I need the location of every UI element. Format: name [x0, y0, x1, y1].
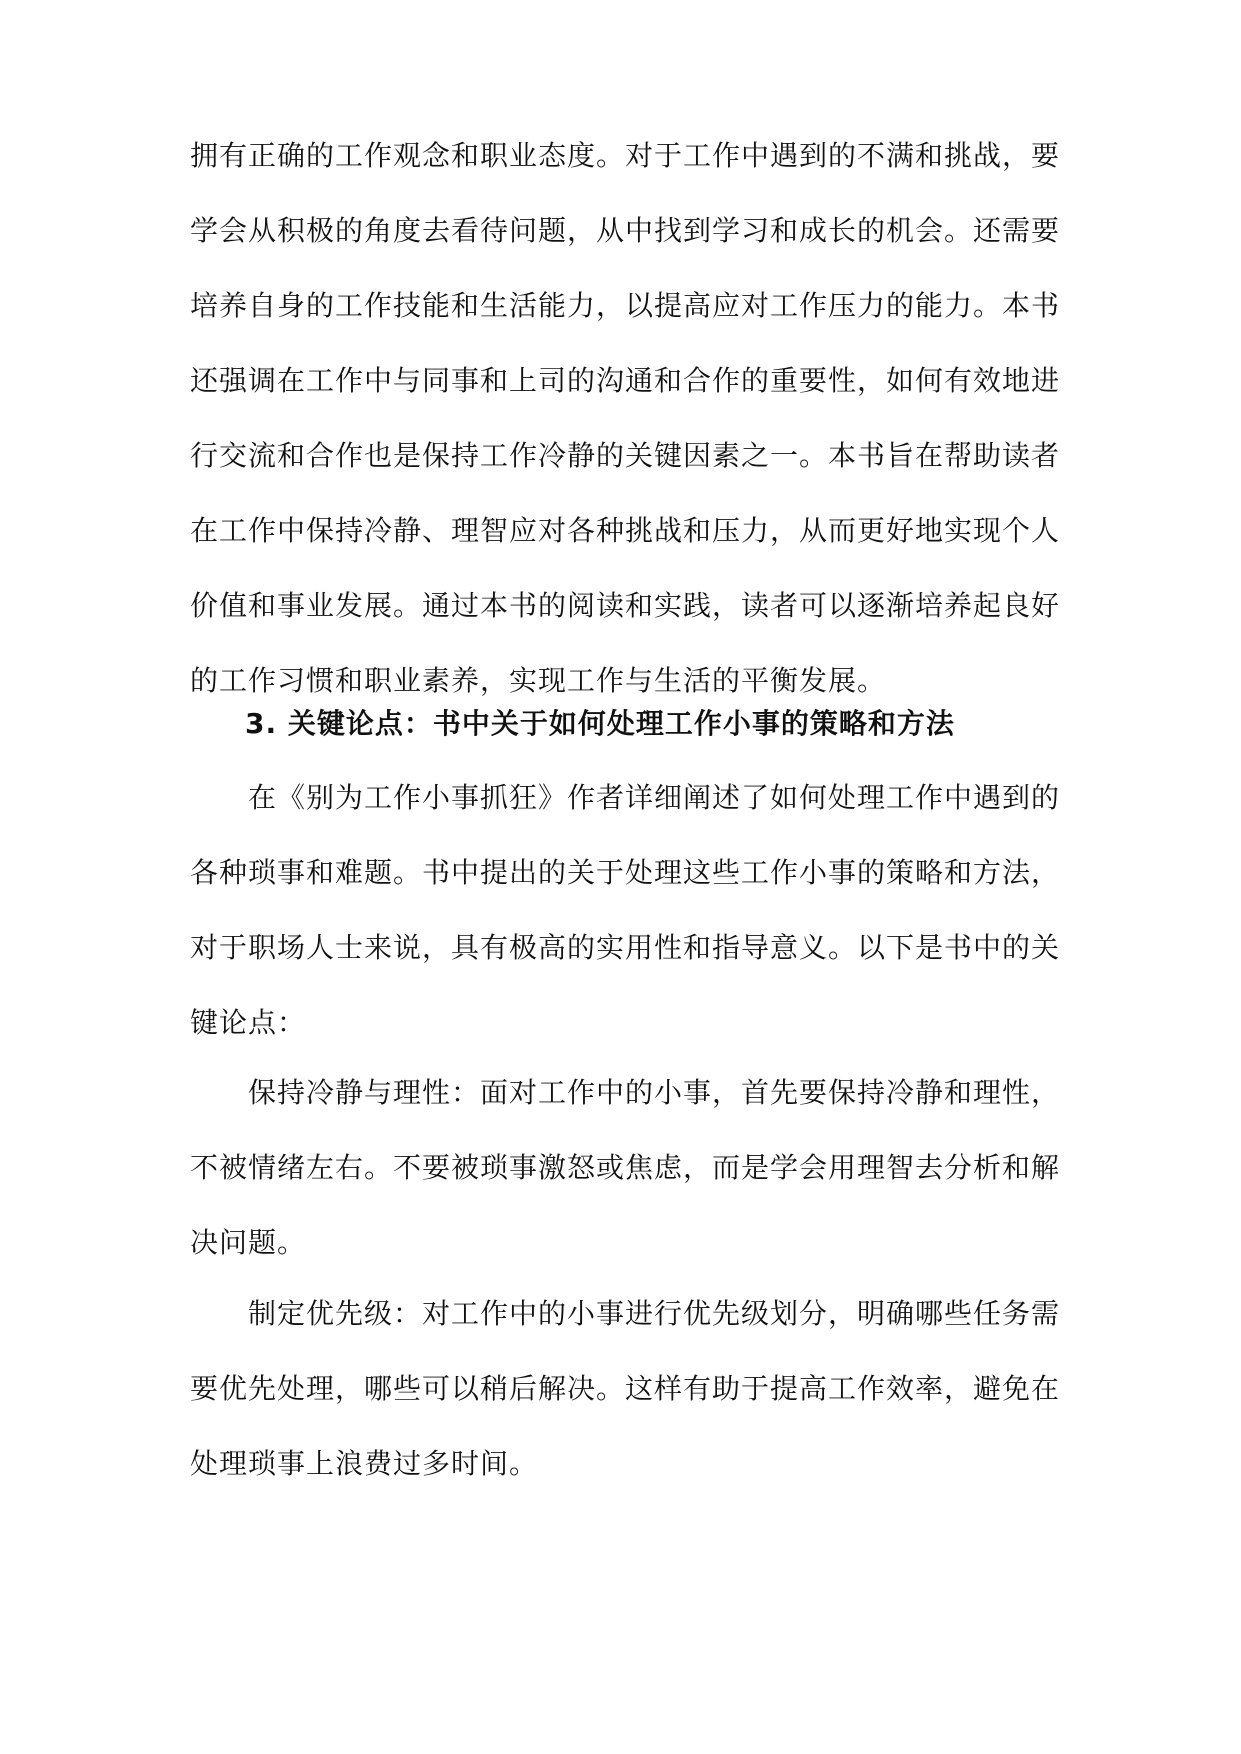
paragraph-book-overview: 在《别为工作小事抓狂》作者详细阐述了如何处理工作中遇到的各种琐事和难题。书中提出的关于处理这些工作小事的策略和方法，对于职场人士来说，具有极高的实用性和指导意义。以下是书中的关键论点： [190, 781, 1061, 1039]
paragraph-work-attitude: 拥有正确的工作观念和职业态度。对于工作中遇到的不满和挑战，要学会从积极的角度去看待问题，从中找到学习和成长的机会。还需要培养自身的工作技能和生活能力，以提高应对工作压力的能力。本书还强调在工作中与同事和上司的沟通和合作的重要性，如何有效地进行交流和合作也是保持工作冷静的关键因素之一。本书旨在帮助读者在工作中保持冷静、理智应对各种挑战和压力，从而更好地实现个人价值和事业发展。通过本书的阅读和实践，读者可以逐渐培养起良好的工作习惯和职业素养，实现工作与生活的平衡发展。 [190, 139, 1061, 697]
paragraph-set-priorities: 制定优先级：对工作中的小事进行优先级划分，明确哪些任务需要优先处理，哪些可以稍后解决。这样有助于提高工作效率，避免在处理琐事上浪费过多时间。 [190, 1297, 1061, 1480]
paragraph-stay-calm: 保持冷静与理性：面对工作中的小事，首先要保持冷静和理性，不被情绪左右。不要被琐事激怒或焦虑，而是学会用理智去分析和解决问题。 [190, 1076, 1061, 1259]
section-heading-key-arguments: 3. 关键论点：书中关于如何处理工作小事的策略和方法 [245, 707, 955, 740]
